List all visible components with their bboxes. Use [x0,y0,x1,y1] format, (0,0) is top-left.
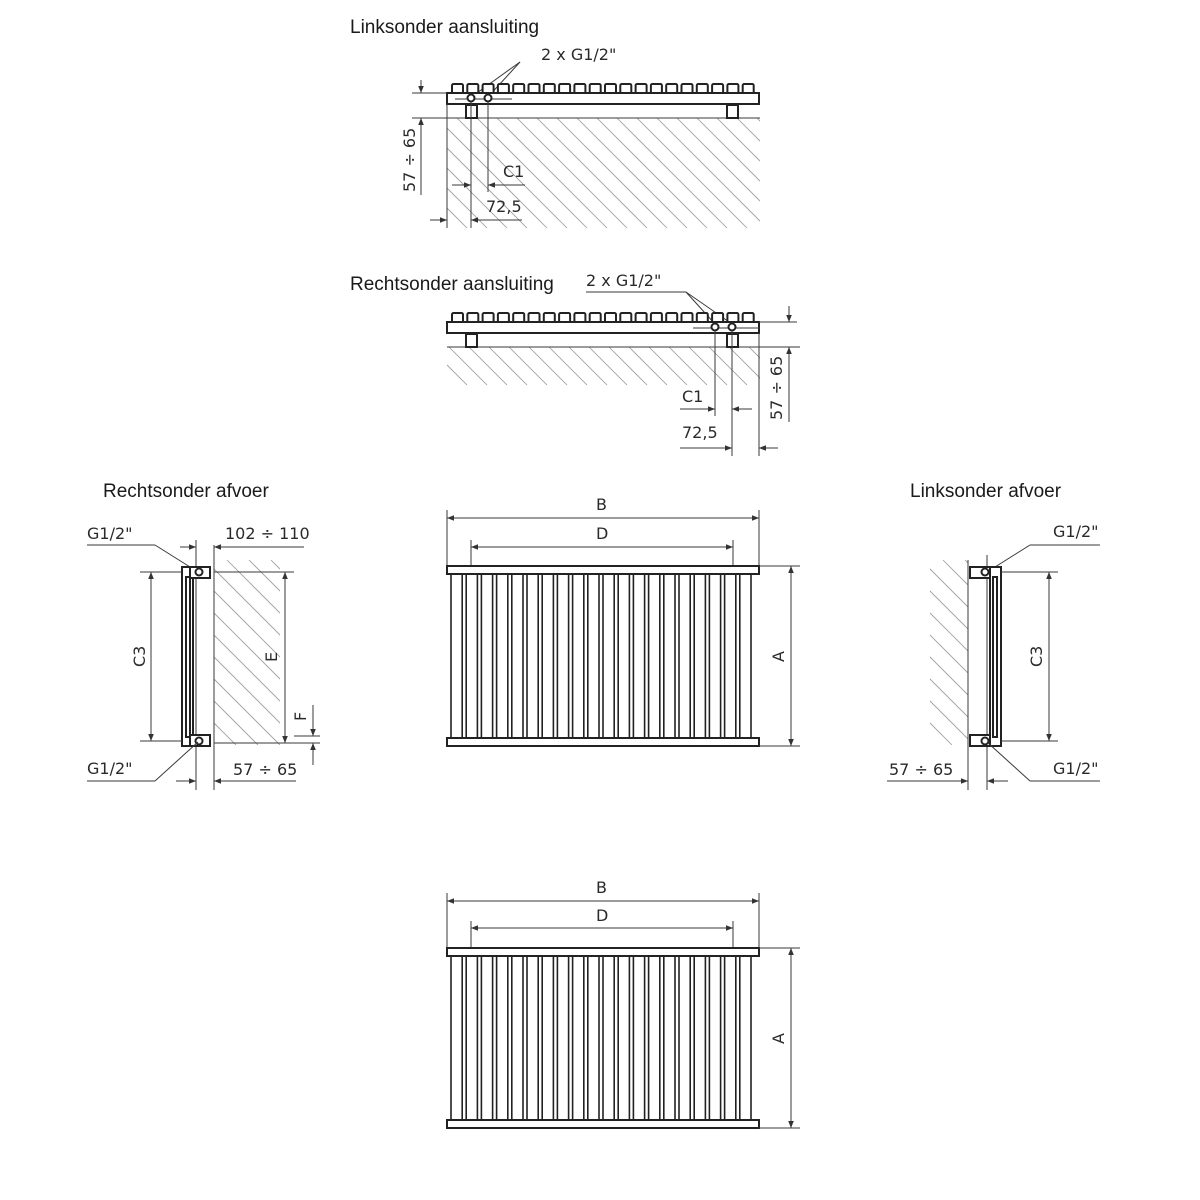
tube [573,570,584,742]
hatch-lines [745,560,1200,745]
hatch-line [589,347,627,385]
tube [679,570,690,742]
depth-dimension-label: 57 ÷ 65 [400,127,419,192]
tube [603,570,614,742]
depth-dimension-label: 57 ÷ 65 [767,355,786,420]
top-collector [447,948,759,956]
tube [512,570,523,742]
hatch-line [837,118,947,228]
d-label: D [596,524,609,543]
side-view-left-drain [745,481,1200,790]
b-label: B [596,495,607,514]
connection-point [485,95,492,102]
hatch-line [649,347,687,385]
hatch-line [729,347,767,385]
connection-point [729,324,736,331]
bottom-collector [447,1120,759,1128]
tube [725,952,736,1124]
hatch-line [469,347,507,385]
tube [542,570,553,742]
hatch-line [517,118,627,228]
front-view-lower [447,878,800,1128]
leader-line [155,742,198,781]
hatch-line [789,560,974,745]
hatch-lines [409,347,827,385]
top-collector [447,566,759,574]
tube [694,952,705,1124]
hatch-line [617,118,727,228]
top-connection-label: G1/2" [1053,522,1099,541]
top-connection-label: G1/2" [87,524,133,543]
c1-label: C1 [682,387,704,406]
tube [664,570,675,742]
title-rechtsonder-aansluiting: Rechtsonder aansluiting [350,274,554,295]
hatch-line [509,347,547,385]
hatch-line [857,118,967,228]
tube [466,570,477,742]
hatch-line [569,347,607,385]
wall-hatch [337,118,967,228]
tube [588,570,599,742]
hatch-line [529,347,567,385]
hatch-line [489,347,527,385]
tube [709,952,720,1124]
hatch-line [1141,560,1200,745]
hatch-line [855,560,1040,745]
hatch-line [757,118,867,228]
tube [633,952,644,1124]
hatch-line [689,347,727,385]
tube [466,952,477,1124]
connection-point [982,569,989,576]
hatch-line [737,118,847,228]
connection-point [982,738,989,745]
hatch-line [557,118,667,228]
tube [740,570,751,742]
tube [725,570,736,742]
tube [588,952,599,1124]
tube [679,952,690,1124]
hatch-line [449,347,487,385]
tube [497,570,508,742]
a-label: A [769,651,788,662]
hatch-line [677,118,787,228]
tube [694,570,705,742]
c3-label: C3 [1027,645,1046,667]
wall-hatch [409,347,827,385]
hatch-line [1097,560,1200,745]
hatch-line [1031,560,1200,745]
top-view-left-connection [337,17,967,228]
hatch-line [777,118,887,228]
offset-label: 72,5 [682,423,718,442]
title-linksonder-afvoer: Linksonder afvoer [910,481,1062,502]
hatch-line [1053,560,1200,745]
tube [649,570,660,742]
hatch-line [1075,560,1200,745]
hatch-line [597,118,707,228]
radiator-inner [186,577,190,737]
tube [740,952,751,1124]
d-label: D [596,906,609,925]
tube [481,570,492,742]
connection-point [196,569,203,576]
front-view-upper [447,495,800,746]
tube [557,952,568,1124]
bottom-connection-label: G1/2" [87,759,133,778]
tube [527,952,538,1124]
tube [451,570,462,742]
c3-label: C3 [130,645,149,667]
hatch-line [227,560,412,745]
tube [709,570,720,742]
f-label: F [291,711,310,721]
connection-point [468,95,475,102]
hatch-line [817,118,927,228]
hatch-line [921,560,1106,745]
tube [603,952,614,1124]
tube [618,570,629,742]
tube [542,952,553,1124]
depth-label: 57 ÷ 65 [889,760,954,779]
hatch-line [409,347,447,385]
wall-bracket [466,334,477,347]
depth-label: 57 ÷ 65 [233,760,298,779]
tube [618,952,629,1124]
bottom-collector [447,738,759,746]
radiator-inner [993,577,997,737]
wall-bracket [727,105,738,118]
top-view-right-connection [350,271,827,456]
radiator-front [447,566,759,746]
tube [512,952,523,1124]
hatch-line [767,560,952,745]
hatch-line [577,118,687,228]
tube [481,952,492,1124]
tube [527,570,538,742]
tube [573,952,584,1124]
e-label: E [262,651,281,662]
hatch-line [697,118,807,228]
hatch-line [657,118,767,228]
hatch-line [789,347,827,385]
hatch-line [987,560,1172,745]
connection-label: 2 x G1/2" [586,271,662,290]
tube [633,570,644,742]
leader-line [987,742,1030,781]
hatch-line [337,560,522,745]
tube [451,952,462,1124]
hatch-line [73,560,258,745]
b-label: B [596,878,607,897]
c1-label: C1 [503,162,525,181]
hatch-line [669,347,707,385]
tube [557,570,568,742]
hatch-line [537,118,647,228]
hatch-line [429,347,467,385]
tube [497,952,508,1124]
a-label: A [769,1033,788,1044]
connection-point [712,324,719,331]
connection-label: 2 x G1/2" [541,45,617,64]
wall-hatch [745,560,1200,745]
wall-gap-label: 102 ÷ 110 [225,524,310,543]
title-linksonder-aansluiting: Linksonder aansluiting [350,17,540,38]
tube [664,952,675,1124]
hatch-line [549,347,587,385]
hatch-line [337,118,447,228]
radiator-front [447,948,759,1128]
hatch-line [609,347,647,385]
bottom-connection-label: G1/2" [1053,759,1099,778]
hatch-line [637,118,747,228]
hatch-lines [337,118,967,228]
hatch-line [797,118,907,228]
hatch-line [629,347,667,385]
offset-label: 72,5 [486,197,522,216]
tube [649,952,660,1124]
hatch-line [1119,560,1200,745]
hatch-line [717,118,827,228]
title-rechtsonder-afvoer: Rechtsonder afvoer [103,481,269,502]
